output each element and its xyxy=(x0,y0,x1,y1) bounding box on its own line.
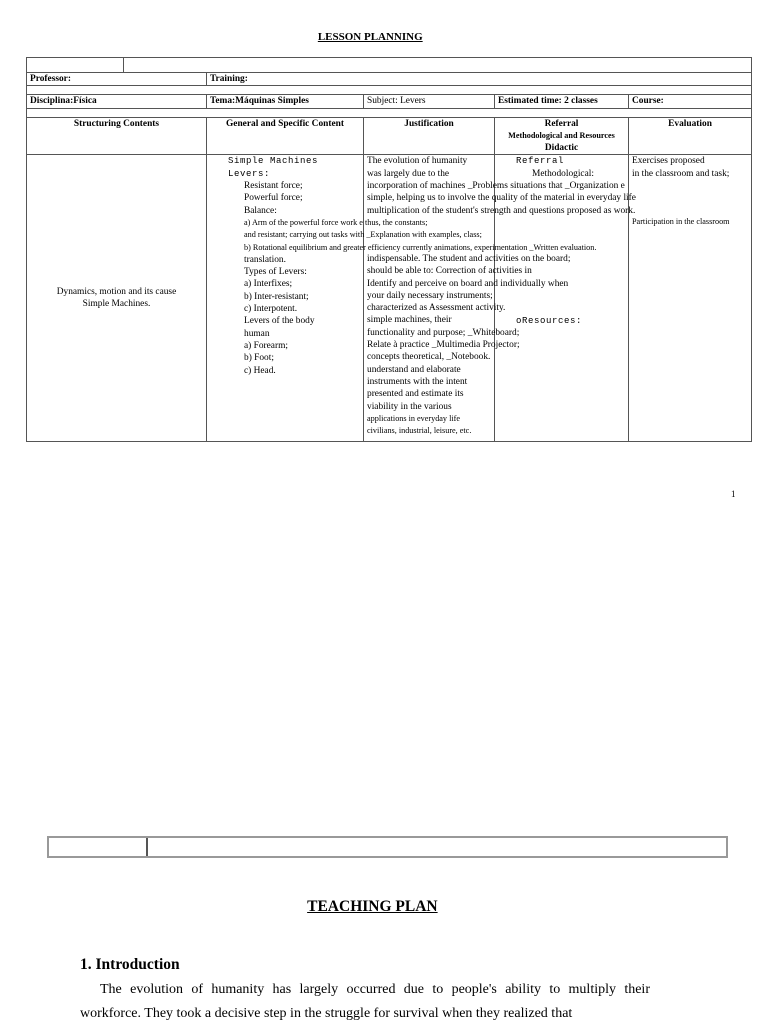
tema-label: Tema:Máquinas Simples xyxy=(207,95,364,108)
general-line: Types of Levers: xyxy=(244,267,307,278)
document-title: LESSON PLANNING xyxy=(317,31,423,43)
subject-row xyxy=(27,95,752,108)
justification-line: characterized as Assessment activity. xyxy=(367,303,506,314)
evaluation-cell xyxy=(629,155,752,442)
justification-line: functionality and purpose; _Whiteboard; xyxy=(367,327,520,338)
header-structuring: Structuring Contents xyxy=(27,117,207,155)
header-referral-2: Methodological and Resources xyxy=(508,130,615,140)
header-referral xyxy=(495,117,629,155)
general-small-1b: and resistant; carrying out tasks with _Explanation with examples, class; xyxy=(244,230,482,240)
structuring-line: Simple Machines. xyxy=(82,299,151,310)
justification-line: simple, helping us to involve the quality of the material in everyday life xyxy=(367,193,636,204)
justification-line: The evolution of humanity xyxy=(367,156,468,167)
general-small-1: a) Arm of the powerful force work e thus, the constants; xyxy=(244,217,428,227)
justification-line: instruments with the intent xyxy=(367,376,468,387)
time-label: Estimated time: 2 classes xyxy=(495,95,629,108)
general-mono-1: Simple Machines xyxy=(228,156,319,167)
referral-resources: oResources: xyxy=(516,316,583,327)
spacer-row xyxy=(27,108,752,117)
structuring-cell xyxy=(27,155,207,442)
header-referral-1: Referral xyxy=(544,118,579,129)
justification-line: viability in the various xyxy=(367,401,452,412)
header-referral-3: Didactic xyxy=(544,143,579,154)
justification-line: indispensable. The student and activities on the board; xyxy=(367,253,571,264)
header-row xyxy=(27,117,752,155)
general-line: a) Interfixes; xyxy=(244,279,293,290)
justification-line: presented and estimate its xyxy=(367,389,464,400)
lesson-plan-table xyxy=(26,57,752,442)
training-label: Training: xyxy=(207,73,752,86)
general-small-2: b) Rotational equilibrium and greater efficiency currently animations, experimentation _Written evaluation. xyxy=(244,242,597,252)
spacer-row xyxy=(27,86,752,95)
general-line: Powerful force; xyxy=(244,193,303,204)
justification-line: incorporation of machines _Problems situations that _Organization e xyxy=(367,181,625,192)
professor-label: Professor: xyxy=(27,73,207,86)
referral-mono: Referral xyxy=(516,156,565,167)
professor-row xyxy=(27,73,752,86)
blank-cell-a xyxy=(27,58,124,73)
header-general: General and Specific Content xyxy=(207,117,364,155)
general-line: Resistant force; xyxy=(244,181,303,192)
teaching-plan-title: TEACHING PLAN xyxy=(307,898,438,915)
general-line: c) Head. xyxy=(244,365,276,376)
general-line: human xyxy=(244,328,270,339)
structuring-line: Dynamics, motion and its cause xyxy=(56,287,177,298)
justification-line: Relate à practice _Multimedia Projector; xyxy=(367,340,520,351)
justification-line: your daily necessary instruments; xyxy=(367,290,493,301)
general-line: a) Forearm; xyxy=(244,340,288,351)
justification-line: should be able to: Correction of activities in xyxy=(367,266,532,277)
justification-line: simple machines, their xyxy=(367,315,452,326)
referral-methodological: Methodological: xyxy=(532,168,594,179)
header-justification: Justification xyxy=(364,117,495,155)
general-line: b) Foot; xyxy=(244,353,274,364)
course-label: Course: xyxy=(629,95,752,108)
general-mono-2: Levers: xyxy=(228,168,271,179)
general-line: b) Inter-resistant; xyxy=(244,291,309,302)
subject-label: Subject: Levers xyxy=(364,95,495,108)
evaluation-line-1: Exercises proposed xyxy=(632,156,705,167)
header-box-cell xyxy=(49,838,148,856)
justification-line: understand and elaborate xyxy=(367,364,461,375)
justification-line: applications in everyday life xyxy=(367,413,460,423)
general-line: Levers of the body xyxy=(244,316,315,327)
justification-line: civilians, industrial, leisure, etc. xyxy=(367,426,472,436)
content-row xyxy=(27,155,752,442)
header-evaluation: Evaluation xyxy=(629,117,752,155)
general-line: Balance: xyxy=(244,205,277,216)
disciplina-label: Disciplina:Física xyxy=(27,95,207,108)
evaluation-line-2: in the classroom and task; xyxy=(632,168,730,179)
justification-line: Identify and perceive on board and individually when xyxy=(367,278,569,289)
general-line: translation. xyxy=(244,254,286,265)
second-page-header-box xyxy=(47,836,728,858)
section-heading: 1. Introduction xyxy=(80,956,180,973)
justification-line: multiplication of the student's strength and questions proposed as work. xyxy=(367,205,636,216)
blank-cell-b xyxy=(124,58,752,73)
page-number: 1 xyxy=(731,489,736,499)
general-line: c) Interpotent. xyxy=(244,304,298,315)
top-blank-row xyxy=(27,58,752,73)
justification-line: was largely due to the xyxy=(367,168,450,179)
introduction-paragraph: The evolution of humanity has largely occurred due to people's ability to multiply their workforce. They took a decisive step in the struggle for survival when they realized that xyxy=(80,982,650,1021)
evaluation-small: Participation in the classroom xyxy=(632,217,730,227)
justification-line: concepts theoretical, _Notebook. xyxy=(367,352,491,363)
